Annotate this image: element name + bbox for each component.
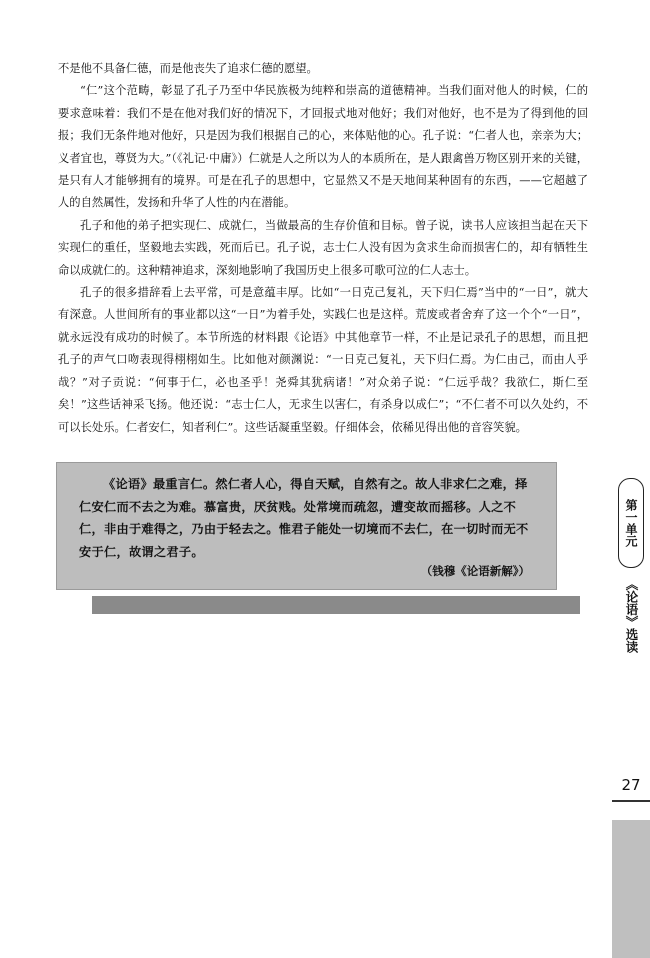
paragraph-4: 孔子的很多措辞看上去平常，可是意蕴丰厚。比如“一日克己复礼，天下归仁焉”当中的“一日”，就大有深意。人世间所有的事业都以这“一日”为着手处，实践仁也是这样。荒废或者舍弃了这一个个“一日”，就永远没有成功的时候了。本节所选的材料跟《论语》中其他章节一样，不止是记录孔子的思想，而且把孔子的声气口吻表现得栩栩如生。比如他对颜渊说：“一日克己复礼，天下归仁焉。为仁由己，而由人乎哉？”对子贡说：“何事于仁，必也圣乎！尧舜其犹病诸！”对众弟子说：“仁远乎哉？我欲仁，斯仁至矣！”这些话神采飞扬。他还说：“志士仁人，无求生以害仁，有杀身以成仁”；“不仁者不可以久处约，不可以长处乐。仁者安仁，知者利仁”。这些话凝重坚毅。仔细体会，依稀见得出他的音容笑貌。: [58, 286, 588, 434]
side-tab: [612, 478, 650, 688]
quote-box: [56, 462, 557, 590]
quote-text: 《论语》最重言仁。然仁者人心，得自天赋，自然有之。故人非求仁之难，择仁安仁而不去之为难。慕富贵，厌贫贱。处常境而疏忽，遭变故而摇移。人之不仁，非由于难得之，乃由于轻去之。惟君子能处一切境而不去仁，在一切时而无不安于仁，故谓之君子。: [79, 477, 529, 559]
body-text: [58, 58, 588, 439]
quote-shadow-bar: [92, 596, 580, 614]
book-title: 《论语》选读: [624, 578, 639, 653]
unit-label: 第一单元: [618, 478, 644, 568]
page-number-rule: [612, 800, 650, 802]
paragraph-1: 不是他不具备仁德，而是他丧失了追求仁德的愿望。: [58, 62, 318, 75]
page-number: 27: [621, 776, 641, 794]
quote-source: （钱穆《论语新解》）: [420, 564, 530, 578]
side-gray-column: [612, 820, 650, 958]
side-margin-top: [612, 0, 650, 478]
paragraph-3: 孔子和他的弟子把实现仁、成就仁，当做最高的生存价值和目标。曾子说，读书人应该担当起在天下实现仁的重任，坚毅地去实践，死而后已。孔子说，志士仁人没有因为贪求生命而损害仁的，却有牺牲生命以成就仁的。这种精神追求，深刻地影响了我国历史上很多可歌可泣的仁人志士。: [58, 218, 588, 277]
paragraph-2: “仁”这个范畴，彰显了孔子乃至中华民族极为纯粹和崇高的道德精神。当我们面对他人的时候，仁的要求意味着：我们不是在他对我们好的情况下，才回报式地对他好；我们对他好，也不是为了得到他的回报；我们无条件地对他好，只是因为我们根据自己的心，来体贴他的心。孔子说：“仁者人也，亲亲为大；义者宜也，尊贤为大。”（《礼记·中庸》）仁就是人之所以为人的本质所在，是人跟禽兽万物区别开来的关键，是只有人才能够拥有的境界。可是在孔子的思想中，它显然又不是天地间某种固有的东西，——它超越了人的自然属性，发扬和升华了人性的内在潜能。: [58, 84, 588, 210]
